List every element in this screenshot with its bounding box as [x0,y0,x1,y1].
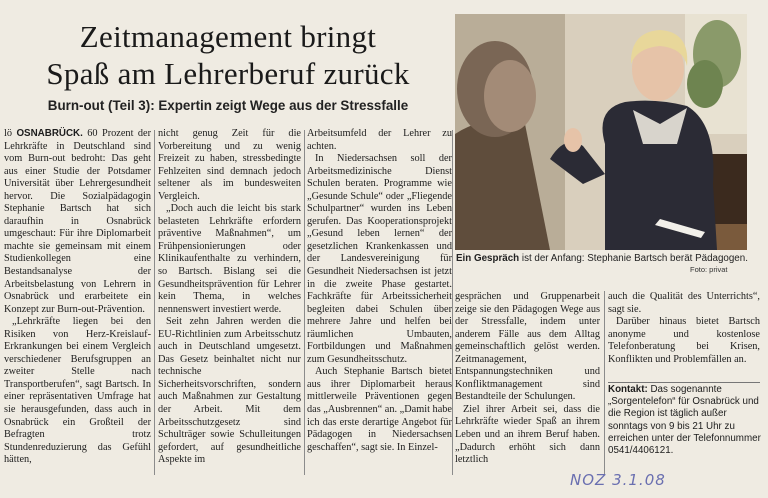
col4-p2: Ziel ihrer Arbeit sei, dass die Lehrkräfte wieder Spaß an ihrem Leben und an ihrem Beruf haben. „Dadurch erhöht sich dann letztlich [455,403,600,466]
col3-p2: In Niedersachsen soll der Arbeitsmedizinische Dienst Schulen beraten. Programme wie „Gesunde Schule“ oder „Fliegende Schulpartner“ wurden ins Leben gerufen. Das Kooperationsprojekt „Gesund leben lernen“ der gesetzlichen Krankenkassen und der Landesvereinigung für Gesundheit Niedersachsen ist jetzt in die zweite Phase gestartet. Fachkräfte für Arbeitssicherheit begleiten dabei Schulen über mehrere Jahre und helfen bei räumlichen Umbauten, Fortbildungen und Maßnahmen zum Gesundheitsschutz. [307,153,452,365]
headline-line-1: Zeitmanagement bringt [79,19,377,54]
col3-p1: Arbeitsumfeld der Lehrer zu achten. [307,128,452,152]
col5-p2: Darüber hinaus bietet Bartsch anonyme und kostenlose Telefonberatung bei Krisen, Konflikten und Problemfällen an. [608,316,760,365]
author-initials: lö [4,128,13,139]
lead-paragraph [4,128,151,316]
contact-text: Das sogenannte „Sorgentelefon“ für Osnabrück und die Region ist täglich außer sonntags von 9 bis 21 Uhr zu erreichen unter der Telefonnummer 0541/4406121. [608,384,761,457]
col3-p3: Auch Stephanie Bartsch bietet aus ihrer Diplomarbeit heraus mittlerweile Präventionen gegen das „Ausbrennen“ an. „Damit habe ich das erste derartige Angebot für Pädagogen in Niedersachsen geschaffen“, sagt sie. In Einzel- [307,366,452,453]
article-column-3 [307,128,452,454]
article-column-4 [455,291,600,467]
contact-divider [608,382,760,383]
col1-p1: 60 Prozent der Lehrkräfte in Deutschland sind vom Burn-out bedroht: Das geht aus einer Studie der Potsdamer Universität über Lehrergesundheit hervor. Die Sozialpädagogin Stephanie Bartsch hat sich daraufhin in Osnabrück umgeschaut: Für ihre Diplomarbeit machte sie gemeinsam mit einem Studienkollegen eine Bestandsanalyse der Arbeitsbelastung von Lehrern in Osnabrück und erarbeitete ein Konzept zur Burn-out-Prävention. [4,128,151,315]
col5-p1: auch die Qualität des Unterrichts“, sagt sie. [608,291,760,315]
handwritten-source-note: NOZ 3.1.08 [570,471,666,489]
headline [8,18,448,92]
contact-label: Kontakt: [608,384,648,395]
photo-counseling-scene [455,14,747,250]
col2-p1: nicht genug Zeit für die Vorbereitung und zu wenig Freizeit zu haben, stressbedingte Fehlzeiten sind demnach jedoch seltener als im bundesweiten Vergleich. [158,128,301,202]
col2-p3: Seit zehn Jahren werden die EU-Richtlinien zum Arbeitsschutz auch in Deutschland umgesetzt. Das Gesetz beinhaltet nicht nur technische Sicherheitsvorschriften, sondern auch Maßnahmen zur Gestaltung der Arbeit. Mit dem Arbeitsschutzgesetz sind Schulträger sowie Schulleitungen gefordert, auf gesundheitliche Aspekte im [158,316,301,466]
column-divider [452,130,453,475]
caption-text: ist der Anfang: Stephanie Bartsch berät Pädagogen. [519,253,748,264]
caption-lead: Ein Gespräch [456,253,520,264]
article-photo [455,14,747,250]
article-column-5 [608,291,760,366]
contact-box [608,384,763,457]
photo-caption [456,253,756,265]
col1-p2: „Lehrkräfte liegen bei den Risiken von Herz-Kreislauf-Erkrankungen bei einem Vergleich verschiedener Berufsgruppen an zweiter Stelle nach Transportberufen“, sagt Bartsch. In einer repräsentativen Umfrage hat sie herausgefunden, dass auch in Osnabrück ein Großteil der Befragten trotz Stundenreduzierung das Gefühl hätten, [4,316,151,466]
col2-p2: „Doch auch die leicht bis stark belasteten Lehrkräfte erfordern präventive Maßnahmen“, um Frühpensionierungen oder Klinikaufenthalte zu verhindern, so Bartsch. Bislang sei die Gesundheitsprävention für Lehrer kein Thema, in welches nennenswert investiert werde. [158,203,301,315]
column-divider [154,130,155,475]
article-column-1 [4,128,151,467]
column-divider [604,291,605,475]
subheadline: Burn-out (Teil 3): Expertin zeigt Wege aus der Stressfalle [47,98,409,113]
headline-line-2: Spaß am Lehrerberuf zurück [46,56,410,91]
dateline: OSNABRÜCK. [16,128,83,139]
article-column-2 [158,128,301,467]
column-divider [304,130,305,475]
col4-p1: gesprächen und Gruppenarbeit zeige sie den Pädagogen Wege aus der Stressfalle, indem unter anderem Fälle aus dem Alltag gemeinschaftlich gelöst werden. Zeitmanagement, Entspannungstechniken und Konfliktmanagement sind Bestandteile der Schulungen. [455,291,600,403]
photo-credit: Foto: privat [690,265,728,274]
